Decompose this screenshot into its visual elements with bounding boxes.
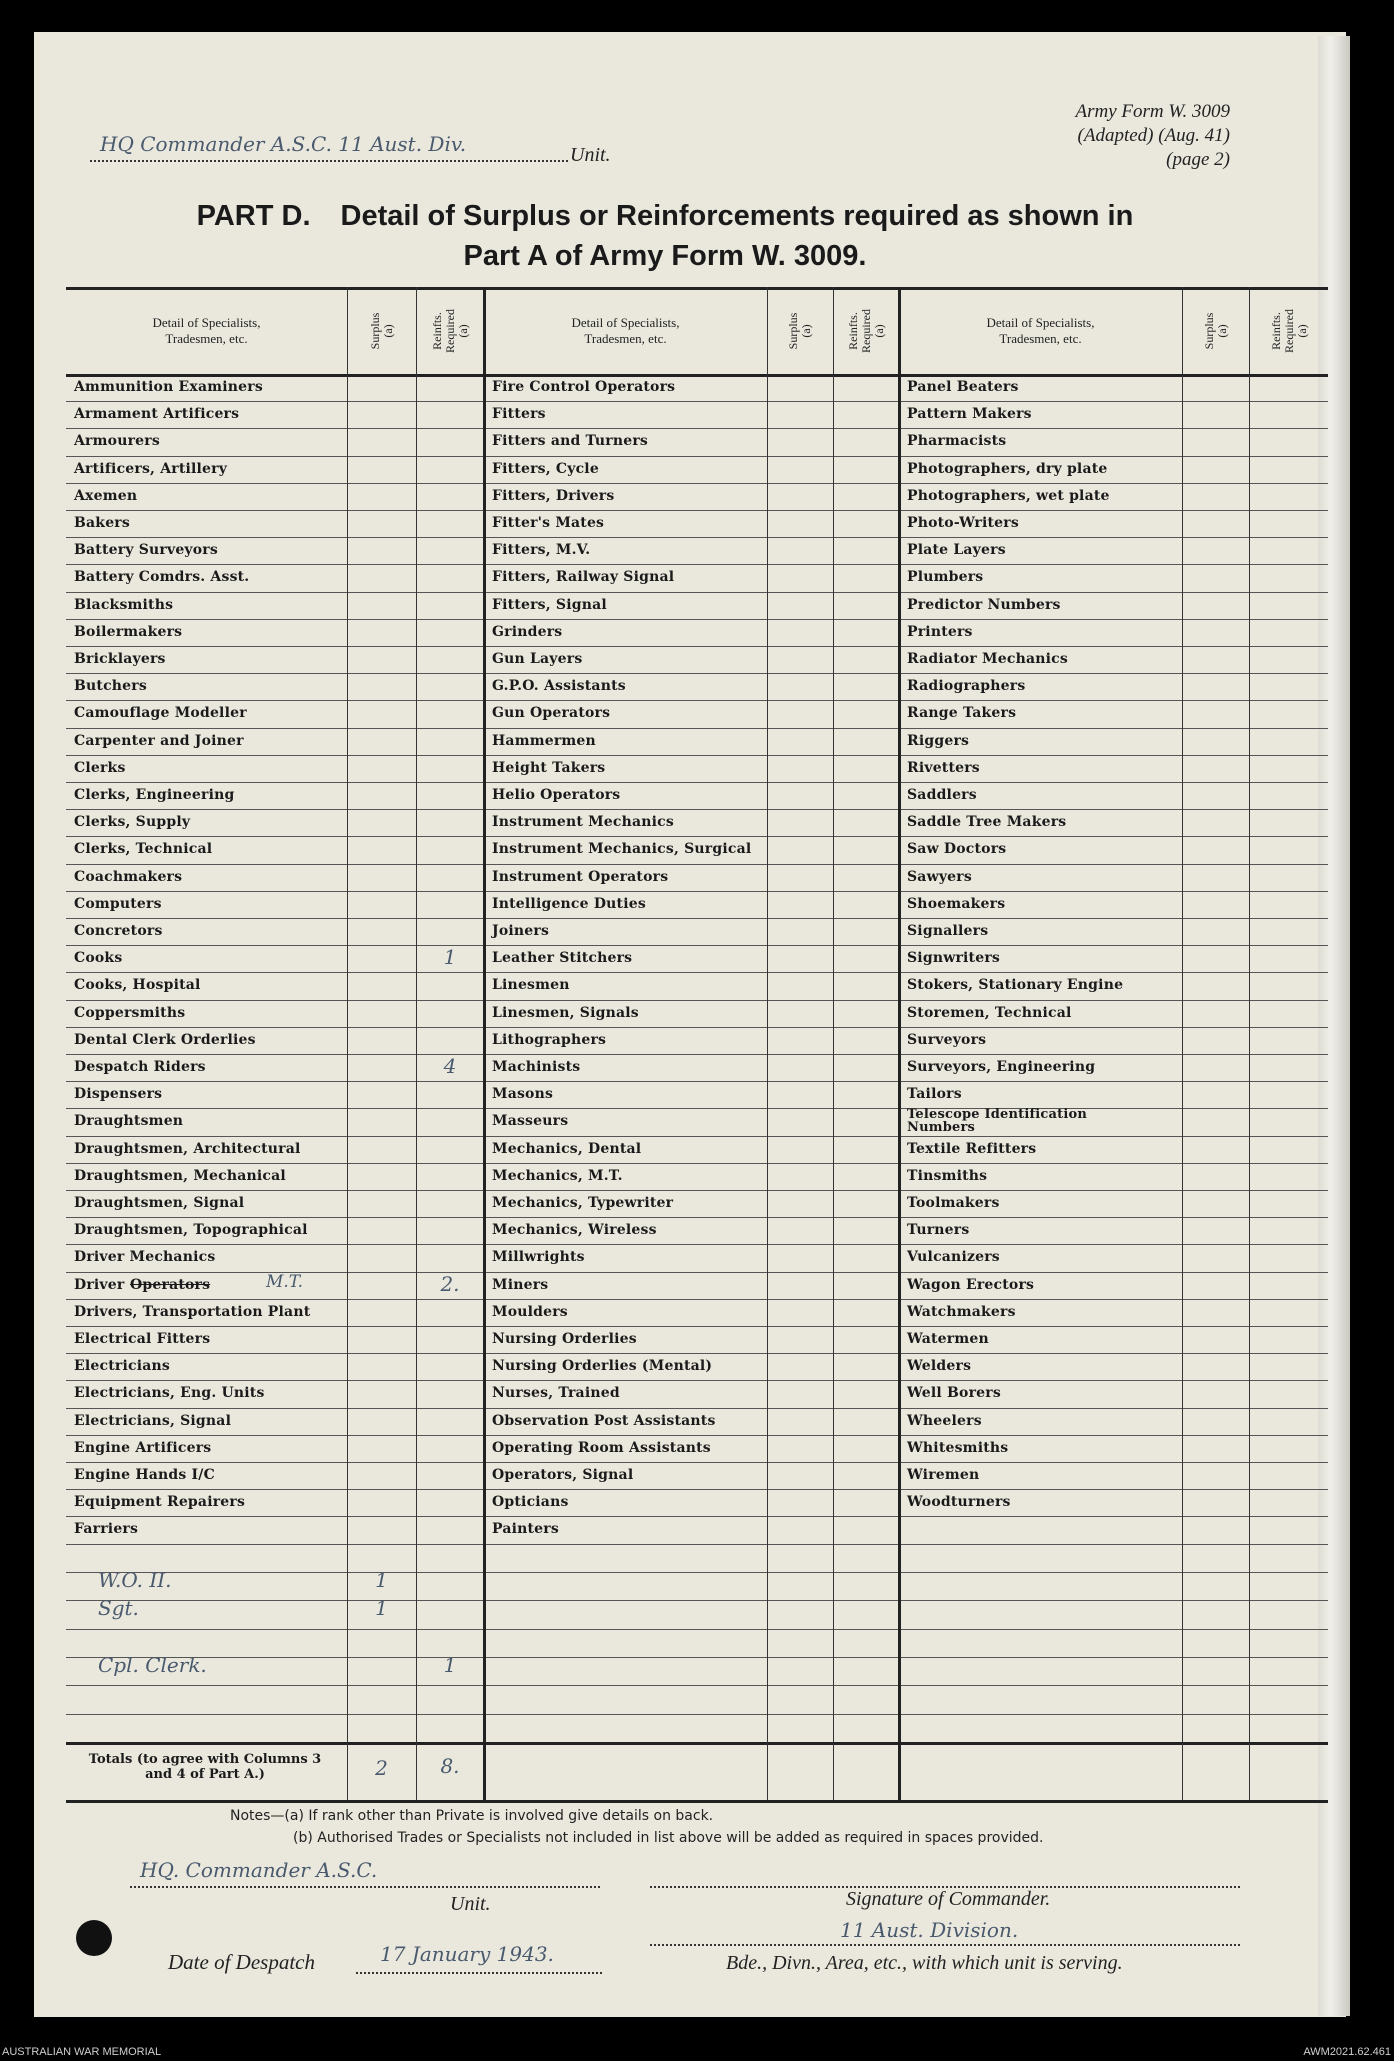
trade-col2: Fire Control Operators bbox=[492, 379, 676, 395]
table-rule bbox=[66, 782, 1328, 783]
trade-col3: Panel Beaters bbox=[907, 379, 1019, 395]
trade-col2: Instrument Operators bbox=[492, 868, 669, 885]
header-surplus: Surplus (a) bbox=[786, 312, 813, 350]
table-rule bbox=[347, 287, 348, 1800]
trade-col1: Electricians bbox=[74, 1358, 170, 1375]
trade-col3: Radiographers bbox=[907, 678, 1026, 695]
table-rule bbox=[66, 1600, 1328, 1601]
trade-col1: Battery Surveyors bbox=[74, 542, 218, 559]
trade-col3: Photo-Writers bbox=[907, 515, 1019, 531]
date-label: Date of Despatch bbox=[168, 1950, 315, 1974]
trade-col3: Telescope Identification Numbers bbox=[907, 1107, 1088, 1136]
trade-col2: Operating Room Assistants bbox=[492, 1439, 711, 1456]
trade-col2: Linesmen bbox=[492, 977, 570, 994]
trade-col1: Despatch Riders bbox=[74, 1059, 206, 1075]
trade-col3: Wagon Erectors bbox=[907, 1276, 1035, 1293]
table-rule bbox=[66, 755, 1328, 756]
trade-col2: Nursing Orderlies (Mental) bbox=[492, 1358, 713, 1375]
header-detail-line: Tradesmen, etc. bbox=[999, 331, 1082, 346]
trade-col1: Coppersmiths bbox=[74, 1004, 186, 1021]
trade-col2: Mechanics, Dental bbox=[492, 1140, 642, 1157]
trade-col2: Millwrights bbox=[492, 1249, 585, 1266]
trade-col3: Predictor Numbers bbox=[907, 596, 1061, 613]
trade-col1: Armament Artificers bbox=[74, 406, 240, 423]
specialists-table bbox=[66, 287, 1328, 1800]
title-line2: Part A of Army Form W. 3009. bbox=[463, 240, 867, 272]
trade-col3: Turners bbox=[907, 1222, 970, 1239]
trade-col2: Masons bbox=[492, 1086, 554, 1103]
table-rule bbox=[66, 1657, 1328, 1658]
notes bbox=[230, 1805, 1043, 1849]
form-reference bbox=[980, 100, 1230, 172]
footer-unit-line bbox=[130, 1886, 600, 1888]
trade-col2: Lithographers bbox=[492, 1031, 607, 1048]
table-rule bbox=[66, 1054, 1328, 1055]
totals-reinfts: 8. bbox=[440, 1754, 460, 1778]
table-rule bbox=[66, 592, 1328, 593]
table-rule bbox=[66, 1108, 1328, 1109]
trade-col3: Whitesmiths bbox=[907, 1439, 1009, 1456]
trade-col1: Computers bbox=[74, 895, 162, 912]
trade-col2: Fitters bbox=[492, 406, 546, 423]
trade-col3: Shoemakers bbox=[907, 895, 1006, 912]
trade-col2: Gun Layers bbox=[492, 651, 583, 667]
trade-col1: Draughtsmen, Mechanical bbox=[74, 1167, 286, 1184]
header-detail-line: Tradesmen, etc. bbox=[584, 331, 667, 346]
trade-col3: Tailors bbox=[907, 1086, 962, 1103]
trade-col1: Camouflage Modeller bbox=[74, 705, 247, 722]
trade-col3: Wiremen bbox=[907, 1467, 980, 1483]
cooks-reinfts: 1 bbox=[443, 945, 457, 970]
trade-col2: Mechanics, M.T. bbox=[492, 1167, 623, 1184]
table-rule bbox=[66, 510, 1328, 511]
trade-col1: Dispensers bbox=[74, 1086, 163, 1103]
header-detail bbox=[484, 315, 767, 347]
trade-col2: Machinists bbox=[492, 1059, 581, 1075]
trade-col1: Armourers bbox=[74, 433, 160, 450]
trade-col1: Bakers bbox=[74, 515, 130, 531]
trade-col1: Bricklayers bbox=[74, 651, 166, 667]
trade-col2: Mechanics, Typewriter bbox=[492, 1195, 674, 1211]
header-reinfts: Reinfts. Required (a) bbox=[429, 309, 470, 353]
trade-col1: Equipment Repairers bbox=[74, 1494, 246, 1511]
trade-col1: Butchers bbox=[74, 678, 147, 695]
trade-col3: Storemen, Technical bbox=[907, 1004, 1072, 1021]
trade-col2: Mechanics, Wireless bbox=[492, 1222, 657, 1239]
table-rule bbox=[66, 1272, 1328, 1273]
table-rule bbox=[66, 1685, 1328, 1686]
date-line bbox=[356, 1972, 602, 1974]
trade-col2: Helio Operators bbox=[492, 787, 621, 803]
trade-col2: Fitters, Drivers bbox=[492, 487, 615, 504]
trade-col2: Joiners bbox=[492, 923, 550, 939]
totals-surplus: 2 bbox=[375, 1756, 388, 1780]
title-part: PART D. bbox=[196, 200, 311, 232]
header-detail-line: Detail of Specialists, bbox=[571, 315, 680, 330]
archive-accession: AWM2021.62.461 bbox=[1303, 2046, 1391, 2058]
trade-col2: Miners bbox=[492, 1276, 549, 1293]
table-rule bbox=[66, 483, 1328, 484]
trade-col2: Height Takers bbox=[492, 759, 606, 776]
header-detail-line: Tradesmen, etc. bbox=[165, 331, 248, 346]
driver-handwritten-mt: M.T. bbox=[266, 1271, 304, 1292]
table-rule bbox=[416, 287, 417, 1800]
table-rule bbox=[1182, 287, 1183, 1800]
trade-col1: Clerks, Engineering bbox=[74, 787, 235, 803]
trade-col3: Riggers bbox=[907, 732, 970, 749]
trade-col3: Welders bbox=[907, 1358, 972, 1375]
header-reinfts: Reinfts. Required (a) bbox=[845, 309, 886, 353]
form-title bbox=[90, 196, 1240, 276]
table-rule bbox=[66, 619, 1328, 620]
trade-col3: Range Takers bbox=[907, 705, 1017, 722]
table-rule bbox=[66, 1629, 1328, 1630]
trade-col1: Draughtsmen bbox=[74, 1113, 184, 1130]
trade-col2: Linesmen, Signals bbox=[492, 1004, 639, 1021]
driver-reinfts: 2. bbox=[440, 1271, 460, 1296]
trade-col3: Surveyors, Engineering bbox=[907, 1059, 1096, 1075]
table-rule bbox=[1249, 287, 1250, 1800]
table-rule bbox=[66, 537, 1328, 538]
trade-col1: Draughtsmen, Topographical bbox=[74, 1222, 308, 1239]
form-ref-line2: (Adapted) (Aug. 41) bbox=[1077, 125, 1230, 146]
trade-col1: Coachmakers bbox=[74, 868, 183, 885]
trade-col2: Nurses, Trained bbox=[492, 1385, 620, 1402]
trade-col1: Artificers, Artillery bbox=[74, 460, 228, 477]
note-a: Notes—(a) If rank other than Private is involved give details on back. bbox=[230, 1808, 714, 1824]
unit-dotted-line bbox=[90, 160, 568, 162]
header-detail-line: Detail of Specialists, bbox=[986, 315, 1095, 330]
totals-label: Totals (to agree with Columns 3 and 4 of Part A.) bbox=[88, 1752, 322, 1782]
trade-col1: Driver Mechanics bbox=[74, 1249, 216, 1266]
table-rule bbox=[66, 972, 1328, 973]
trade-col1: Axemen bbox=[74, 487, 138, 504]
trade-col1: Battery Comdrs. Asst. bbox=[74, 569, 250, 586]
trade-col3: Photographers, dry plate bbox=[907, 460, 1108, 477]
signature-label: Signature of Commander. bbox=[846, 1888, 1051, 1910]
trade-col2: Operators, Signal bbox=[492, 1467, 634, 1483]
form-ref-line1: Army Form W. 3009 bbox=[1075, 101, 1230, 122]
trade-col3: Well Borers bbox=[907, 1385, 1001, 1402]
trade-col1: Concretors bbox=[74, 923, 163, 939]
division-handwritten: 11 Aust. Division. bbox=[840, 1918, 1019, 1942]
trade-col1: Carpenter and Joiner bbox=[74, 732, 244, 749]
table-rule bbox=[66, 1462, 1328, 1463]
driver-struck-word: Operators bbox=[130, 1276, 211, 1293]
trade-col2: Grinders bbox=[492, 623, 563, 640]
extra-row-surplus: 1 bbox=[375, 1567, 388, 1592]
trade-col1: Electricians, Eng. Units bbox=[74, 1385, 265, 1402]
header-reinfts: Reinfts. Required (a) bbox=[1268, 309, 1308, 353]
trade-col2: Fitters and Turners bbox=[492, 433, 648, 450]
trade-col2: Masseurs bbox=[492, 1113, 569, 1130]
trade-col2: Fitter's Mates bbox=[492, 515, 605, 531]
trade-col2: Leather Stitchers bbox=[492, 950, 633, 967]
trade-col3: Tinsmiths bbox=[907, 1167, 988, 1184]
trade-col1: Ammunition Examiners bbox=[74, 379, 263, 395]
table-rule bbox=[66, 1489, 1328, 1490]
trade-col3: Woodturners bbox=[907, 1494, 1011, 1511]
table-rule bbox=[66, 1244, 1328, 1245]
trade-col1: Dental Clerk Orderlies bbox=[74, 1031, 256, 1048]
table-rule bbox=[66, 1544, 1328, 1545]
trade-col2: G.P.O. Assistants bbox=[492, 678, 626, 695]
trade-col1: Draughtsmen, Architectural bbox=[74, 1140, 301, 1157]
header-surplus: Surplus (a) bbox=[1201, 312, 1229, 350]
table-rule bbox=[66, 564, 1328, 565]
extra-row-reinfts: 1 bbox=[443, 1652, 457, 1677]
table-rule bbox=[66, 428, 1328, 429]
trade-col3: Radiator Mechanics bbox=[907, 651, 1068, 667]
trade-col2: Instrument Mechanics bbox=[492, 814, 674, 831]
trade-col2: Fitters, Railway Signal bbox=[492, 569, 675, 586]
table-rule bbox=[66, 1800, 1328, 1803]
table-rule bbox=[66, 1516, 1328, 1517]
trade-col1: Drivers, Transportation Plant bbox=[74, 1303, 311, 1320]
date-handwritten: 17 January 1943. bbox=[380, 1942, 554, 1966]
footer-unit-handwritten: HQ. Commander A.S.C. bbox=[140, 1858, 378, 1882]
footer-unit-label: Unit. bbox=[450, 1893, 491, 1915]
trade-col3: Vulcanizers bbox=[907, 1249, 1000, 1266]
trade-col2: Instrument Mechanics, Surgical bbox=[492, 841, 752, 858]
trade-col2: Fitters, Signal bbox=[492, 596, 607, 613]
trade-col3: Rivetters bbox=[907, 759, 980, 776]
trade-col2: Moulders bbox=[492, 1303, 568, 1320]
trade-col2: Intelligence Duties bbox=[492, 895, 646, 912]
trade-col3: Plumbers bbox=[907, 569, 984, 586]
trade-col1: Engine Hands I/C bbox=[74, 1467, 215, 1483]
table-rule bbox=[66, 700, 1328, 701]
header-detail-line: Detail of Specialists, bbox=[152, 315, 261, 330]
trade-col2: Opticians bbox=[492, 1494, 569, 1511]
trade-col2: Hammermen bbox=[492, 732, 596, 749]
form-ref-line3: (page 2) bbox=[1166, 149, 1230, 170]
extra-row-label: Sgt. bbox=[98, 1596, 139, 1621]
trade-col1: Clerks, Technical bbox=[74, 841, 213, 858]
trade-col3: Wheelers bbox=[907, 1412, 982, 1429]
table-rule bbox=[66, 864, 1328, 865]
despatch-reinfts: 4 bbox=[443, 1054, 457, 1078]
trade-col3: Printers bbox=[907, 623, 973, 640]
trade-col2: Nursing Orderlies bbox=[492, 1331, 637, 1347]
trade-col3: Watchmakers bbox=[907, 1303, 1016, 1320]
trade-col3: Saddlers bbox=[907, 787, 977, 803]
table-rule bbox=[767, 287, 768, 1800]
table-rule bbox=[66, 646, 1328, 647]
extra-row-surplus: 1 bbox=[375, 1596, 388, 1621]
archive-footer bbox=[0, 2040, 1394, 2061]
trade-col1: Clerks, Supply bbox=[74, 814, 191, 831]
trade-col1: Electricians, Signal bbox=[74, 1412, 232, 1429]
trade-col3: Stokers, Stationary Engine bbox=[907, 977, 1124, 994]
table-rule bbox=[66, 1190, 1328, 1191]
table-rule bbox=[66, 918, 1328, 919]
trade-col3: Signallers bbox=[907, 923, 989, 939]
table-rule bbox=[66, 1714, 1328, 1715]
trade-col1: Cooks, Hospital bbox=[74, 977, 201, 994]
trade-col2: Observation Post Assistants bbox=[492, 1412, 716, 1429]
header-surplus: Surplus (a) bbox=[367, 312, 395, 350]
unit-handwritten: HQ Commander A.S.C. 11 Aust. Div. bbox=[100, 132, 467, 156]
table-rule bbox=[483, 287, 486, 1800]
trade-col3: Photographers, wet plate bbox=[907, 487, 1110, 504]
trade-col3: Signwriters bbox=[907, 950, 1000, 967]
trade-col2: Fitters, Cycle bbox=[492, 460, 599, 477]
table-rule bbox=[66, 401, 1328, 402]
note-b: (b) Authorised Trades or Specialists not included in list above will be added as required in spaces provided. bbox=[293, 1830, 1044, 1846]
table-rule bbox=[66, 1572, 1328, 1573]
table-rule bbox=[66, 1000, 1328, 1001]
table-rule bbox=[66, 1326, 1328, 1327]
trade-col2: Gun Operators bbox=[492, 705, 611, 722]
table-rule bbox=[833, 287, 834, 1800]
trade-col3: Plate Layers bbox=[907, 542, 1006, 559]
table-rule bbox=[66, 728, 1328, 729]
table-rule bbox=[66, 673, 1328, 674]
trade-col1: Electrical Fitters bbox=[74, 1331, 211, 1347]
punch-hole bbox=[76, 1920, 112, 1956]
extra-row-label: W.O. II. bbox=[98, 1567, 172, 1592]
trade-col1: Engine Artificers bbox=[74, 1439, 212, 1456]
table-rule bbox=[66, 1081, 1328, 1082]
header-detail bbox=[66, 315, 347, 347]
trade-col1: Blacksmiths bbox=[74, 596, 174, 613]
trade-col1: Draughtsmen, Signal bbox=[74, 1195, 245, 1211]
trade-col1: Farriers bbox=[74, 1521, 139, 1538]
trade-col2: Painters bbox=[492, 1521, 559, 1538]
table-rule bbox=[66, 891, 1328, 892]
trade-col1: Clerks bbox=[74, 759, 126, 776]
table-rule bbox=[66, 1742, 1328, 1745]
table-rule bbox=[898, 287, 901, 1800]
trade-col3: Saddle Tree Makers bbox=[907, 814, 1067, 831]
trade-col1: Driver bbox=[74, 1276, 125, 1293]
header-detail bbox=[899, 315, 1182, 347]
trade-col3: Pharmacists bbox=[907, 433, 1007, 450]
table-rule bbox=[66, 287, 1328, 290]
bde-label: Bde., Divn., Area, etc., with which unit is serving. bbox=[726, 1952, 1123, 1974]
unit-label: Unit. bbox=[570, 144, 611, 166]
table-rule bbox=[66, 456, 1328, 457]
trade-col1: Cooks bbox=[74, 950, 123, 967]
trade-col3: Saw Doctors bbox=[907, 841, 1007, 858]
trade-col3: Watermen bbox=[907, 1331, 989, 1347]
trade-col2: Fitters, M.V. bbox=[492, 542, 591, 559]
trade-col3: Toolmakers bbox=[907, 1195, 1000, 1211]
trade-col3: Sawyers bbox=[907, 868, 972, 885]
extra-row-label: Cpl. Clerk. bbox=[98, 1652, 207, 1677]
trade-col1: Boilermakers bbox=[74, 623, 183, 640]
division-line bbox=[650, 1944, 1240, 1946]
trade-col3: Pattern Makers bbox=[907, 406, 1032, 423]
trade-col3: Surveyors bbox=[907, 1031, 987, 1048]
title-line1: Detail of Surplus or Reinforcements required as shown in bbox=[340, 200, 1134, 232]
archive-name: AUSTRALIAN WAR MEMORIAL bbox=[2, 2046, 162, 2058]
table-rule bbox=[66, 945, 1328, 946]
trade-col3: Textile Refitters bbox=[907, 1140, 1037, 1157]
table-rule bbox=[66, 809, 1328, 810]
